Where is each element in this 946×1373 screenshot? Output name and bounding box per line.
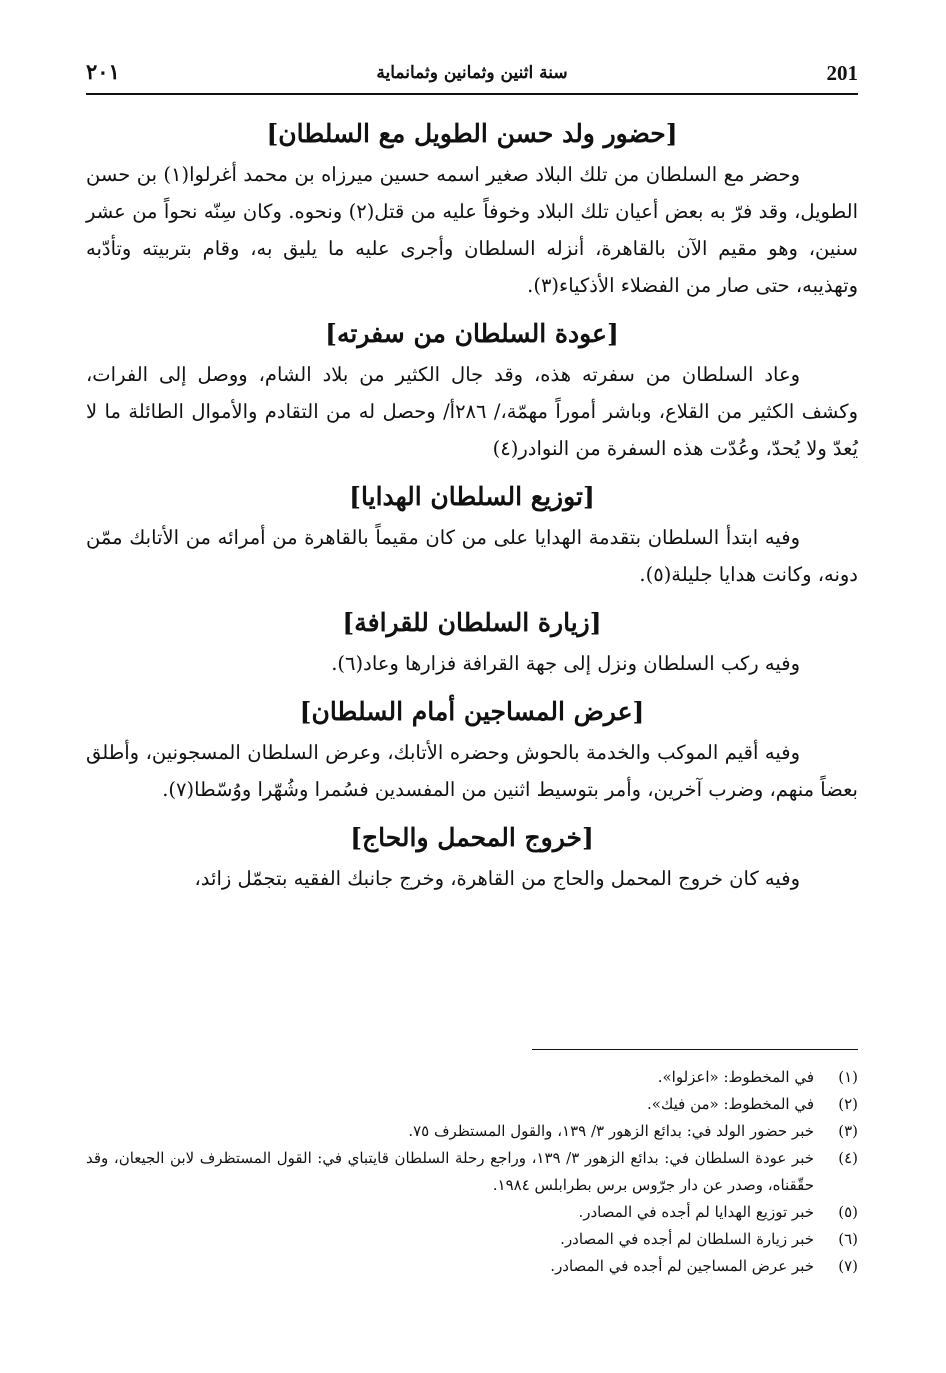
page-header (86, 55, 858, 95)
footnote-number: (٦) (838, 1230, 858, 1248)
section (86, 112, 858, 304)
section-heading: [توزيع السلطان الهدايا] (349, 482, 595, 511)
footnote-text: في المخطوط: «اعزلوا». (657, 1068, 814, 1086)
section (86, 690, 858, 808)
footnote (86, 1091, 858, 1118)
footnote-text: خبر عودة السلطان في: بدائع الزهور ٣/ ١٣٩، وراجع رحلة السلطان قايتباي في: القول المستظرف لابن الجيعان، وقد حقّقناه، وصدر عن دار جرّوس برس بطرابلس ١٩٨٤. (86, 1149, 814, 1194)
section-paragraph: وعاد السلطان من سفرته هذه، وقد جال الكثير من بلاد الشام، ووصل إلى الفرات، وكشف الكثير من القلاع، وباشر أموراً مهمّة،/ ٢٨٦أ/ وحصل له من التقادم والأموال الطائلة ما لا يُعدّ ولا يُحدّ، وعُدّت هذه السفرة من النوادر(٤) (86, 363, 858, 460)
footnote-number: (٣) (838, 1122, 858, 1140)
footnote-number: (٧) (838, 1257, 858, 1275)
footnote-number: (٢) (838, 1095, 858, 1113)
section-paragraph: وحضر مع السلطان من تلك البلاد صغير اسمه حسين ميرزاه بن محمد أغرلوا(١) بن حسن الطويل، وقد فرّ به بعض أعيان تلك البلاد وخوفاً عليه من قتل(٢) ونحوه. وكان سِنّه نحواً من عشر سنين، وهو مقيم الآن بالقاهرة، أنزله السلطان وأجرى عليه ما يليق به، وقام بتربيته وتأدّبه وتهذيبه، حتى صار من الفضلاء الأذكياء(٣). (86, 163, 858, 297)
page-number-arabic: ٢٠١ (86, 59, 120, 84)
footnote-number: (٥) (838, 1203, 858, 1221)
footnote-number: (٤) (838, 1149, 858, 1167)
section (86, 475, 858, 593)
footnote-text: خبر توزيع الهدايا لم أجده في المصادر. (578, 1203, 814, 1221)
footnote (86, 1226, 858, 1253)
footnote (86, 1145, 858, 1199)
section-paragraph: وفيه كان خروج المحمل والحاج من القاهرة، وخرج جانبك الفقيه بتجمّل زائد، (194, 867, 800, 890)
section-heading: [خروج المحمل والحاج] (350, 823, 594, 852)
footnote (86, 1064, 858, 1091)
footnotes (86, 1064, 858, 1280)
footnote-text: خبر حضور الولد في: بدائع الزهور ٣/ ١٣٩، والقول المستظرف ٧٥. (408, 1122, 814, 1140)
section (86, 601, 858, 682)
section-paragraph: وفيه ابتدأ السلطان بتقدمة الهدايا على من كان مقيماً بالقاهرة من أمرائه من الأتابك ممّن دونه، وكانت هدايا جليلة(٥). (86, 526, 858, 586)
section-heading: [عودة السلطان من سفرته] (325, 319, 619, 348)
footnote (86, 1199, 858, 1226)
footnote (86, 1118, 858, 1145)
footnote (86, 1253, 858, 1280)
footnote-rule (532, 1049, 858, 1050)
header-rule (86, 93, 858, 95)
section-paragraph: وفيه ركب السلطان ونزل إلى جهة القرافة فزارها وعاد(٦). (331, 652, 800, 675)
running-title: سنة اثنين وثمانين وثمانماية (376, 63, 568, 83)
footnote-text: في المخطوط: «من فيك». (647, 1095, 814, 1113)
main-text (86, 112, 858, 905)
footnote-text: خبر زيارة السلطان لم أجده في المصادر. (560, 1230, 814, 1248)
section-heading: [عرض المساجين أمام السلطان] (299, 697, 645, 726)
footnote-text: خبر عرض المساجين لم أجده في المصادر. (550, 1257, 814, 1275)
section-heading: [حضور ولد حسن الطويل مع السلطان] (266, 119, 678, 148)
section-paragraph: وفيه أقيم الموكب والخدمة بالحوش وحضره الأتابك، وعرض السلطان المسجونين، وأطلق بعضاً منهم، وضرب آخرين، وأمر بتوسيط اثنين من المفسدين فسُمرا وشُهّرا ووُسّطا(٧). (86, 741, 858, 801)
section-heading: [زيارة السلطان للقرافة] (342, 608, 602, 637)
page-number-latin: 201 (826, 61, 858, 85)
footnote-number: (١) (838, 1068, 858, 1086)
section (86, 816, 858, 897)
section (86, 312, 858, 467)
